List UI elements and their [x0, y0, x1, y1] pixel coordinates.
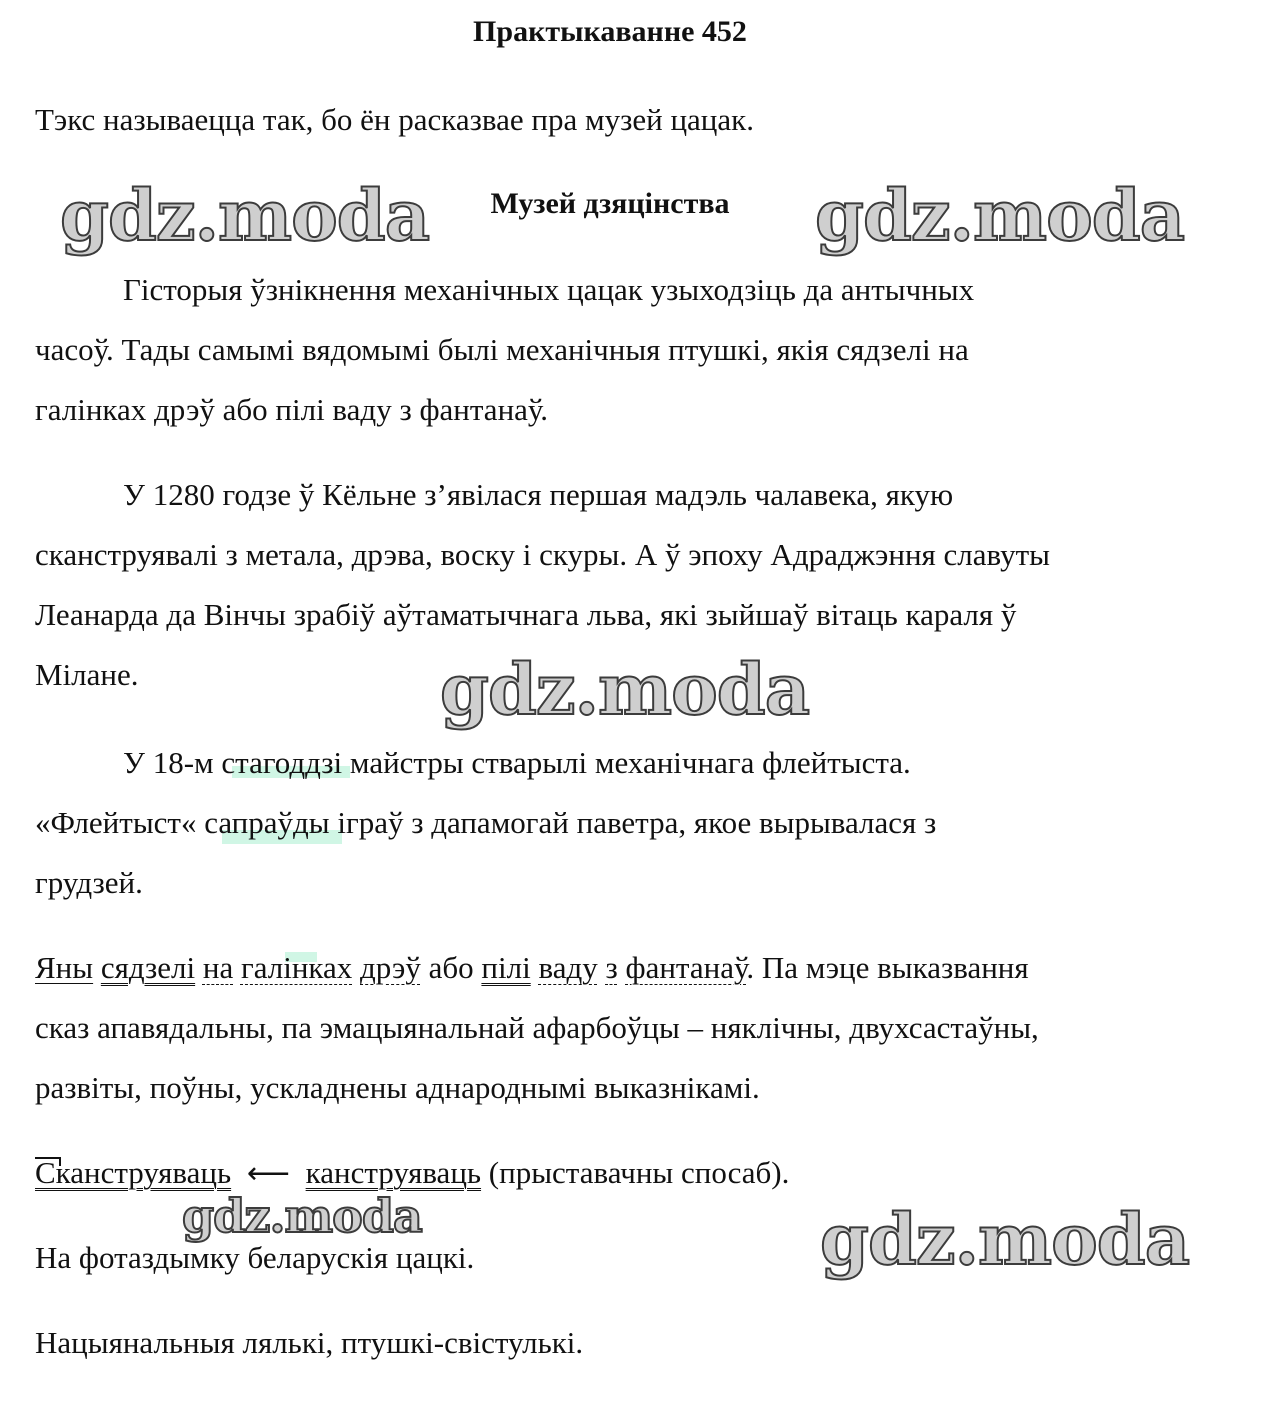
- page-title: Практыкаванне 452: [473, 15, 747, 48]
- conjunction-word: або: [428, 950, 474, 985]
- object-word: ваду: [538, 950, 598, 985]
- predicate-word: пілі: [481, 950, 531, 985]
- arrow-left-icon: ⟵: [246, 1156, 290, 1191]
- watermark: gdz.moda: [60, 174, 430, 257]
- derived-word: Сканструяваць: [35, 1155, 232, 1190]
- predicate-word: сядзелі: [100, 950, 196, 985]
- text-subtitle: Музей дзяцінства: [490, 187, 730, 220]
- paragraph-line: «Флейтыст« сапраўды іграў з дапамогай паветра, якое вырывалася з: [35, 805, 937, 840]
- word-formation: [35, 1155, 789, 1192]
- base-word: канструяваць: [305, 1155, 482, 1190]
- adverbial-word: фантанаў: [625, 950, 747, 985]
- paragraph-line: часоў. Тады самымі вядомымі былі механічныя птушкі, якія сядзелі на: [35, 332, 969, 367]
- photo-caption: На фотаздымку беларускія цацкі.: [35, 1240, 475, 1275]
- paragraph-line: Леанарда да Вінчы зрабіў аўтаматычнага льва, які зыйшаў вітаць караля ў: [35, 597, 1017, 632]
- watermark: gdz.moda: [820, 1198, 1190, 1281]
- adverbial-word: на: [202, 950, 234, 985]
- parse-description: развіты, поўны, ускладнены аднароднымі выказнікамі.: [35, 1070, 760, 1105]
- paragraph-line: Мілане.: [35, 657, 139, 692]
- answer-text: Нацыянальныя лялькі, птушкі-свістулькі.: [35, 1325, 584, 1360]
- watermark: gdz.moda: [440, 648, 810, 731]
- adverbial-word: з: [605, 950, 618, 985]
- adverbial-word: галінках: [240, 950, 353, 985]
- watermark: gdz.moda: [815, 174, 1185, 257]
- parse-description: сказ апавядальны, па эмацыянальнай афарбоўцы – няклічны, двухсастаўны,: [35, 1010, 1039, 1045]
- sentence-tail: . Па мэце выказвання: [746, 950, 1029, 985]
- paragraph-line: У 1280 годзе ў Кёльне з’явілася першая мадэль чалавека, якую: [123, 477, 954, 512]
- paragraph-line: У 18-м стагоддзі майстры стварылі механічнага флейтыста.: [123, 745, 911, 780]
- paragraph-line: сканструявалі з метала, дрэва, воску і скуры. А ў эпоху Адраджэння славуты: [35, 537, 1050, 572]
- intro-text: Тэкс называецца так, бо ён расказвае пра музей цацак.: [35, 102, 754, 137]
- paragraph-line: Гісторыя ўзнікнення механічных цацак узыходзіць да антычных: [123, 272, 975, 307]
- subject-word: Яны: [35, 950, 94, 985]
- parsed-sentence: [35, 950, 1029, 986]
- paragraph-line: грудзей.: [35, 865, 143, 900]
- attribute-word: дрэў: [360, 950, 421, 985]
- paragraph-line: галінках дрэў або пілі ваду з фантанаў.: [35, 392, 549, 427]
- formation-method: (прыставачны спосаб).: [488, 1155, 790, 1190]
- watermark: gdz.moda: [182, 1189, 422, 1243]
